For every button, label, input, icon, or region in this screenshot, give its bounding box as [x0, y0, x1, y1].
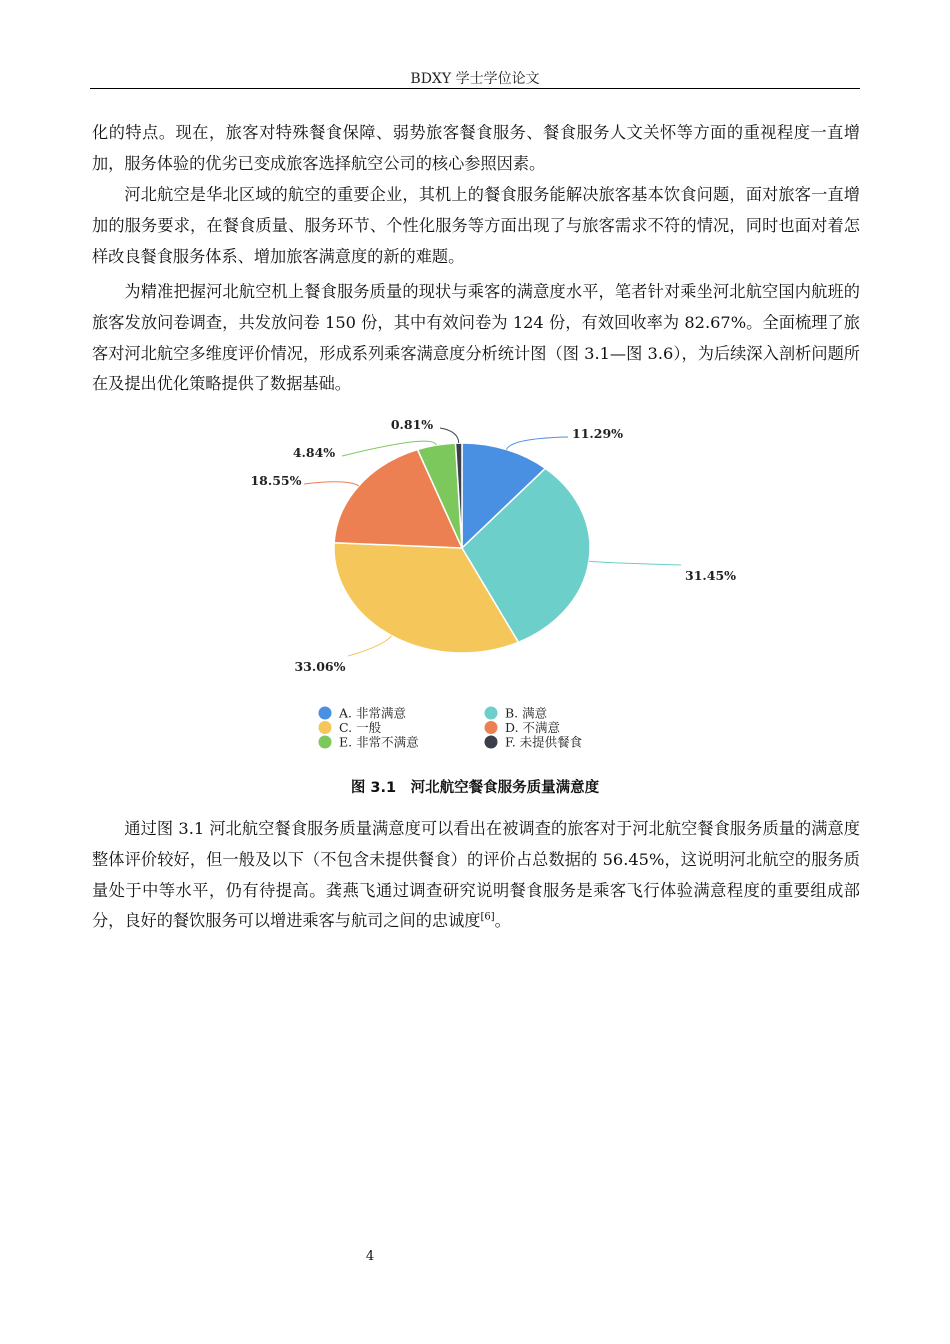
- legend-marker: [319, 707, 332, 720]
- pie-slices: [334, 443, 590, 653]
- citation-marker: [6]: [480, 912, 495, 923]
- chart-legend: [319, 706, 583, 750]
- legend-label: D. 不满意: [505, 720, 561, 735]
- running-header: BDXY 学士学位论文: [410, 71, 540, 87]
- page-number: 4: [365, 1249, 375, 1264]
- leader-line: [506, 437, 568, 450]
- paragraph-4-end: 。: [494, 911, 511, 931]
- paragraph-4: [92, 814, 860, 937]
- legend-label: B. 满意: [505, 705, 548, 721]
- legend-label: C. 一般: [339, 720, 382, 735]
- legend-label: F. 未提供餐食: [505, 734, 583, 750]
- header-rule: [90, 88, 860, 89]
- satisfaction-pie-chart: [230, 410, 737, 755]
- legend-marker: [485, 736, 498, 749]
- legend-label: A. 非常满意: [339, 705, 406, 721]
- legend-marker: [319, 721, 332, 734]
- legend-marker: [485, 721, 498, 734]
- paragraph-2: 河北航空是华北区域的航空的重要企业，其机上的餐食服务能解决旅客基本饮食问题，面对旅客一直增加的服务要求，在餐食质量、服务环节、个性化服务等方面出现了与旅客需求不符的情况，同时也面对着怎样改良餐食服务体系、增加旅客满意度的新的难题。: [92, 185, 860, 266]
- paragraph-4-text: 通过图 3.1 河北航空餐食服务质量满意度可以看出在被调查的旅客对于河北航空餐食服务质量的满意度整体评价较好，但一般及以下（不包含未提供餐食）的评价占总数据的 56.45%，这说明河北航空的服务质量处于中等水平，仍有待提高。龚燕飞通过调查研究说明餐食服务是乘客飞行体验满意程度的重要组成部分，良好的餐饮服务可以增进乘客与航司之间的忠诚度: [92, 819, 860, 931]
- paragraph-1: 化的特点。现在，旅客对特殊餐食保障、弱势旅客餐食服务、餐食服务人文关怀等方面的重视程度一直增加，服务体验的优劣已变成旅客选择航空公司的核心参照因素。: [92, 123, 860, 173]
- leader-line: [304, 482, 359, 486]
- figure-caption: 图 3.1 河北航空餐食服务质量满意度: [350, 780, 600, 796]
- slice-percent-label: 31.45%: [685, 568, 737, 583]
- slice-percent-label: 11.29%: [572, 426, 624, 441]
- leader-line: [348, 636, 392, 656]
- slice-percent-label: 4.84%: [292, 445, 336, 460]
- slice-percent-label: 0.81%: [390, 417, 434, 432]
- legend-marker: [319, 736, 332, 749]
- slice-percent-label: 33.06%: [294, 659, 346, 674]
- legend-label: E. 非常不满意: [339, 734, 419, 750]
- leader-line: [589, 561, 681, 565]
- paragraph-3: 为精准把握河北航空机上餐食服务质量的现状与乘客的满意度水平，笔者针对乘坐河北航空国内航班的旅客发放问卷调查，共发放问卷 150 份，其中有效问卷为 124 份，有效回收率为 82.67%。全面梳理了旅客对河北航空多维度评价情况，形成系列乘客满意度分析统计图（图 3.1—图 3.6），为后续深入剖析问题所在及提出优化策略提供了数据基础。: [92, 282, 860, 394]
- leader-line: [440, 428, 459, 443]
- legend-marker: [485, 707, 498, 720]
- slice-percent-label: 18.55%: [250, 473, 302, 488]
